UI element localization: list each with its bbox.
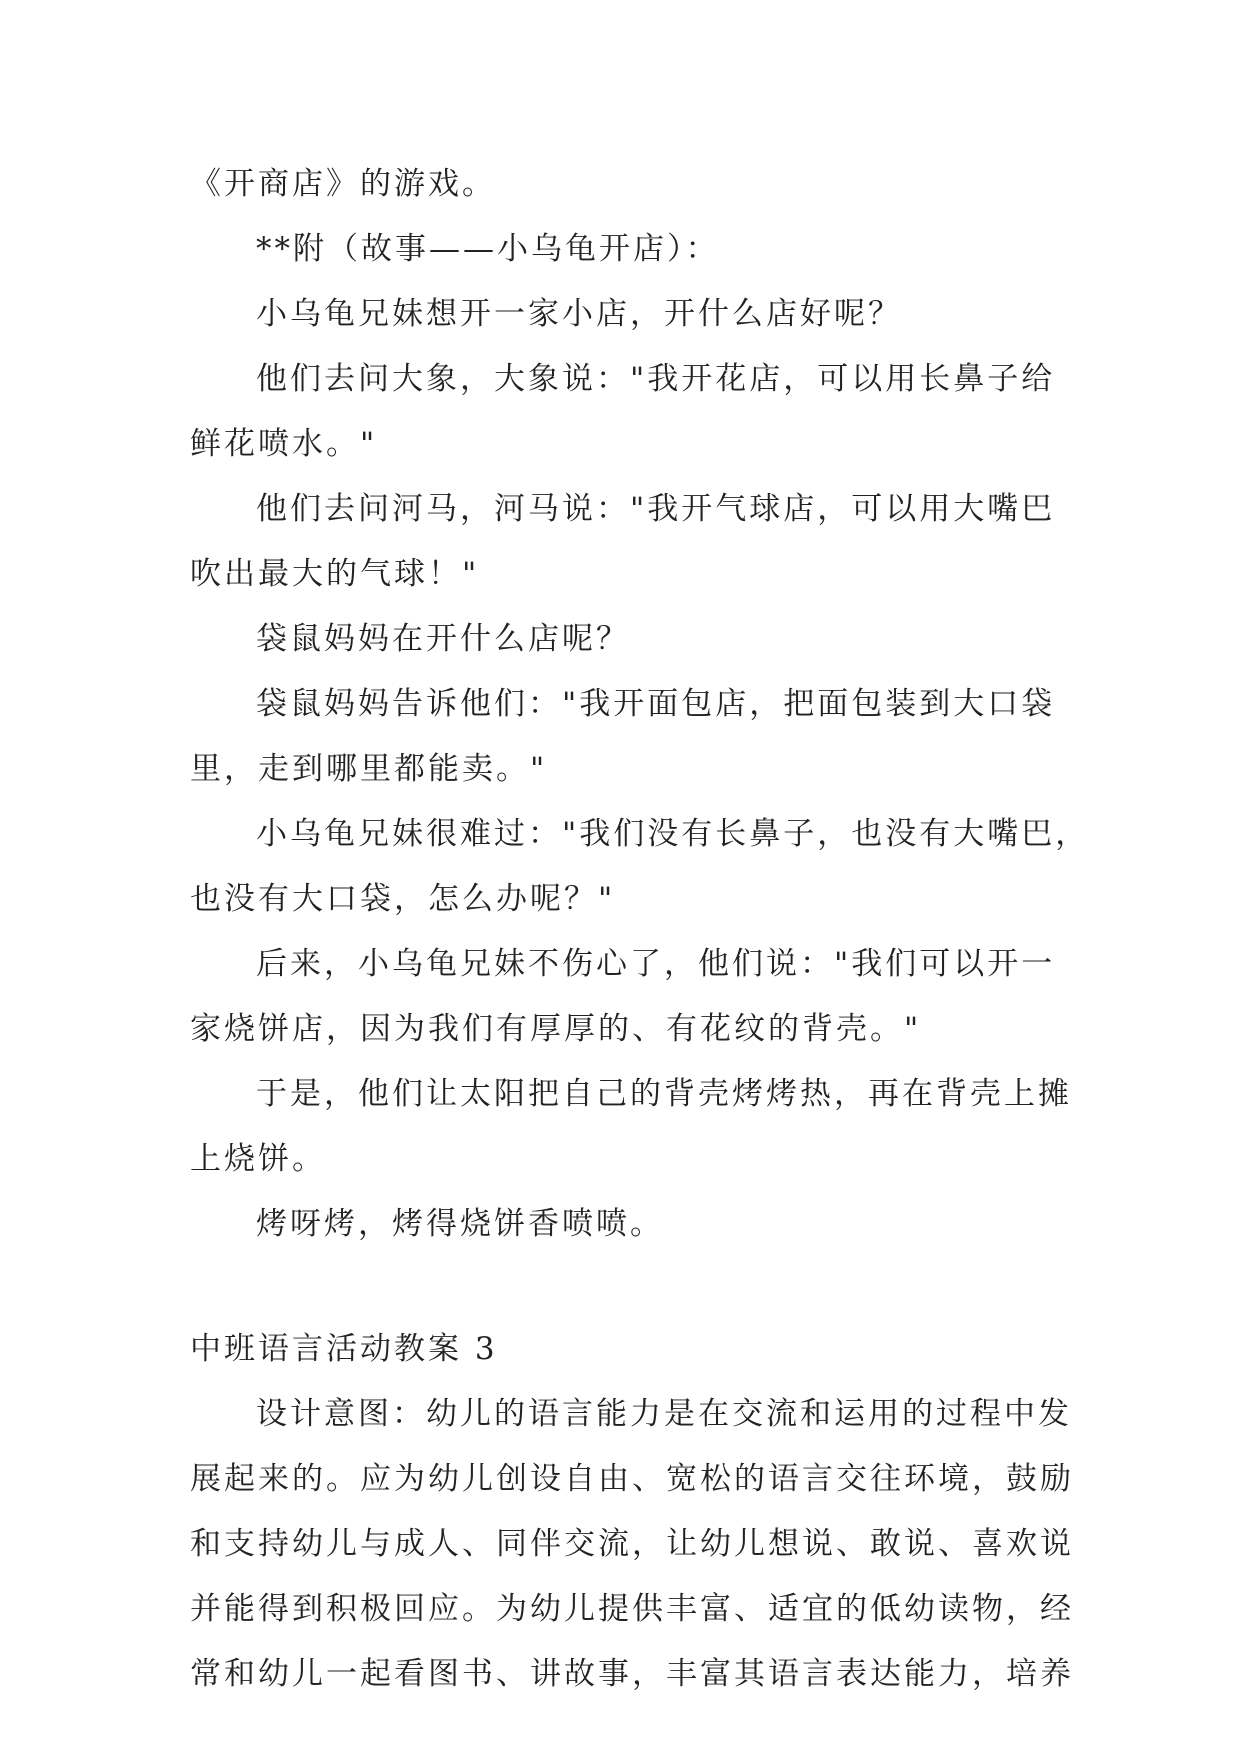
story-text-line: 也没有大口袋，怎么办呢？" xyxy=(190,881,616,917)
story-text-line: 吹出最大的气球！" xyxy=(190,556,480,592)
lesson-plan-section xyxy=(190,1317,1074,1707)
lesson-text-line: 设计意图：幼儿的语言能力是在交流和运用的过程中发 xyxy=(256,1396,1072,1432)
story-section xyxy=(190,152,1090,1257)
lesson-text-line: 和支持幼儿与成人、同伴交流，让幼儿想说、敢说、喜欢说 xyxy=(190,1526,1074,1562)
story-text-line: 他们去问大象，大象说："我开花店，可以用长鼻子给 xyxy=(256,361,1056,397)
story-text-line: 后来，小乌龟兄妹不伤心了，他们说："我们可以开一 xyxy=(256,946,1056,982)
story-text-line: 袋鼠妈妈在开什么店呢？ xyxy=(256,621,630,657)
story-text-line: 于是，他们让太阳把自己的背壳烤烤热，再在背壳上摊 xyxy=(256,1076,1072,1112)
lesson-text-line: 展起来的。应为幼儿创设自由、宽松的语言交往环境，鼓励 xyxy=(190,1461,1074,1497)
lesson-text-line: 常和幼儿一起看图书、讲故事，丰富其语言表达能力，培养 xyxy=(190,1656,1074,1692)
lesson-text-line: 并能得到积极回应。为幼儿提供丰富、适宜的低幼读物，经 xyxy=(190,1591,1074,1627)
section-gap xyxy=(190,1257,1052,1317)
story-text-line: 《开商店》的游戏。 xyxy=(190,166,496,202)
story-text-line: 他们去问河马，河马说："我开气球店，可以用大嘴巴 xyxy=(256,491,1056,527)
story-text-line: 鲜花喷水。" xyxy=(190,426,378,462)
story-text-line: 上烧饼。 xyxy=(190,1141,326,1177)
story-text-line: 小乌龟兄妹很难过："我们没有长鼻子，也没有大嘴巴， xyxy=(256,816,1090,852)
lesson-text-line: 中班语言活动教案 3 xyxy=(190,1331,498,1367)
story-text-line: 袋鼠妈妈告诉他们："我开面包店，把面包装到大口袋 xyxy=(256,686,1056,722)
story-text-line: **附（故事——小乌龟开店）： xyxy=(256,231,720,267)
story-text-line: 小乌龟兄妹想开一家小店，开什么店好呢？ xyxy=(256,296,902,332)
story-text-line: 烤呀烤，烤得烧饼香喷喷。 xyxy=(256,1206,664,1242)
story-text-line: 里，走到哪里都能卖。" xyxy=(190,751,548,787)
story-text-line: 家烧饼店，因为我们有厚厚的、有花纹的背壳。" xyxy=(190,1011,922,1047)
document-body xyxy=(190,152,1090,1707)
